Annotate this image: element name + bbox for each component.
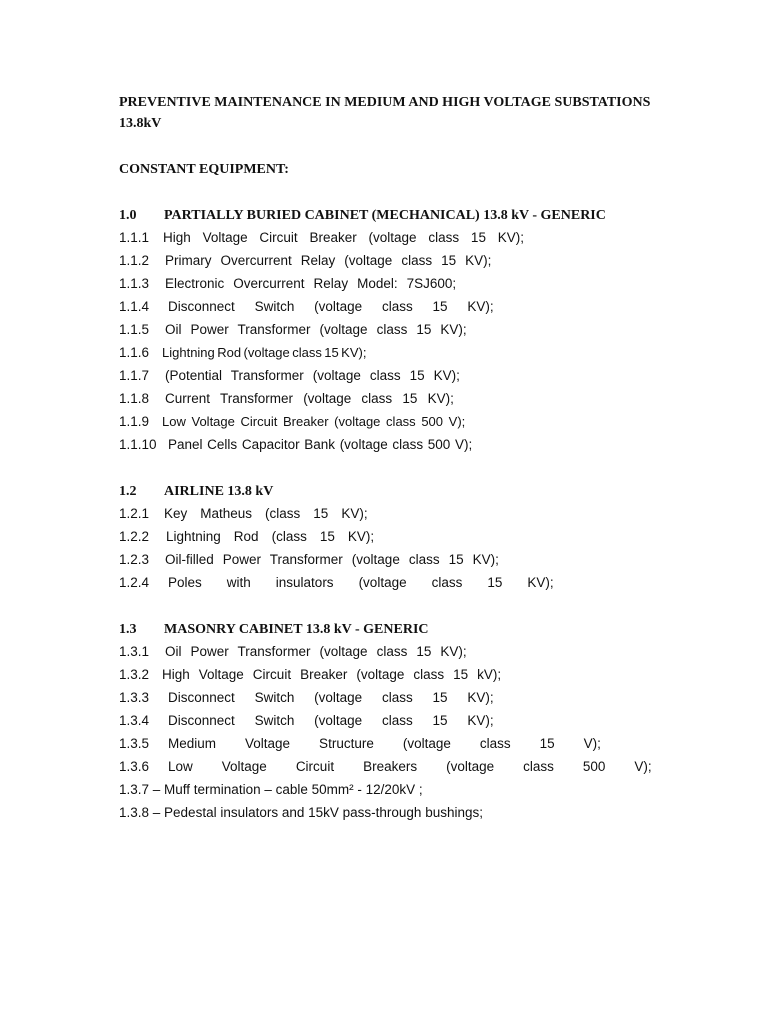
item-number: 1.3.4 [119,713,150,728]
item-number: 1.1.4 [119,299,150,314]
item-number: 1.1.3 [119,276,150,291]
item-text: Oil Power Transformer (voltage class 15 KV); [165,644,467,659]
item-number: 1.3.2 [119,667,150,682]
item-number: 1.1.5 [119,322,150,337]
item-text: Lightning Rod (voltage class 15 KV); [162,345,367,360]
list-item [119,433,719,456]
item-number: 1.3.3 [119,690,150,705]
list-item [119,226,719,249]
list-item [119,318,719,341]
section-title: MASONRY CABINET 13.8 kV - GENERIC [164,622,429,637]
list-item [119,640,719,663]
list-item [119,686,719,709]
item-text: Panel Cells Capacitor Bank (voltage class 500 V); [168,437,473,452]
item-number: 1.1.9 [119,414,150,429]
item-number: 1.1.10 [119,437,157,452]
section-heading [119,619,719,640]
item-text: (Potential Transformer (voltage class 15 KV); [165,368,460,383]
list-item [119,341,719,364]
item-number: 1.2.1 [119,506,150,521]
document-title [119,92,719,134]
equipment-list [119,502,719,594]
item-number: 1.1.6 [119,345,150,360]
list-item [119,755,719,778]
item-text: Low Voltage Circuit Breaker (voltage class 500 V); [162,414,466,429]
item-text: High Voltage Circuit Breaker (voltage class 15 kV); [162,667,502,682]
list-item [119,548,719,571]
item-text: Oil Power Transformer (voltage class 15 KV); [165,322,467,337]
item-text: Disconnect Switch (voltage class 15 KV); [168,690,494,705]
list-item [119,272,719,295]
title-line-1: PREVENTIVE MAINTENANCE IN MEDIUM AND HIGH VOLTAGE SUBSTATIONS [119,95,651,110]
item-text: Poles with insulators (voltage class 15 KV); [168,575,554,590]
item-number: 1.1.2 [119,253,150,268]
item-text: Medium Voltage Structure (voltage class 15 V); [168,736,601,751]
document-page [119,92,719,824]
item-text: Low Voltage Circuit Breakers (voltage class 500 V); [168,759,652,774]
section-heading [119,205,719,226]
item-number: 1.3.1 [119,644,150,659]
item-text: Electronic Overcurrent Relay Model: 7SJ600; [165,276,457,291]
section-number: 1.0 [119,208,137,223]
item-text: Lightning Rod (class 15 KV); [166,529,375,544]
title-line-2: 13.8kV [119,116,162,131]
list-item [119,364,719,387]
list-item [119,387,719,410]
equipment-list [119,640,719,824]
section-number: 1.3 [119,622,137,637]
list-item [119,249,719,272]
item-number: 1.1.8 [119,391,150,406]
item-number: 1.3.6 [119,759,150,774]
list-item [119,663,719,686]
list-item [119,709,719,732]
list-item [119,732,719,755]
constant-equipment-heading: CONSTANT EQUIPMENT: [119,162,289,177]
list-item [119,571,719,594]
list-item [119,502,719,525]
item-text: Oil-filled Power Transformer (voltage class 15 KV); [165,552,499,567]
item-text: 1.3.8 – Pedestal insulators and 15kV pass-through bushings; [119,805,483,820]
item-text: High Voltage Circuit Breaker (voltage class 15 KV); [163,230,525,245]
section-title: AIRLINE 13.8 kV [164,484,274,499]
item-number: 1.3.5 [119,736,150,751]
item-number: 1.2.2 [119,529,150,544]
item-text: Disconnect Switch (voltage class 15 KV); [168,299,494,314]
section-title: PARTIALLY BURIED CABINET (MECHANICAL) 13.8 kV - GENERIC [164,208,606,223]
list-item [119,410,719,433]
item-text: Primary Overcurrent Relay (voltage class 15 KV); [165,253,492,268]
item-text: 1.3.7 – Muff termination – cable 50mm² - 12/20kV ; [119,782,423,797]
item-number: 1.2.3 [119,552,150,567]
item-number: 1.1.1 [119,230,150,245]
list-item [119,525,719,548]
item-text: Disconnect Switch (voltage class 15 KV); [168,713,494,728]
section-heading [119,481,719,502]
list-item [119,801,719,824]
item-number: 1.2.4 [119,575,150,590]
item-text: Key Matheus (class 15 KV); [164,506,368,521]
equipment-list [119,226,719,456]
item-text: Current Transformer (voltage class 15 KV); [165,391,454,406]
item-number: 1.1.7 [119,368,150,383]
list-item [119,295,719,318]
list-item [119,778,719,801]
section-number: 1.2 [119,484,137,499]
